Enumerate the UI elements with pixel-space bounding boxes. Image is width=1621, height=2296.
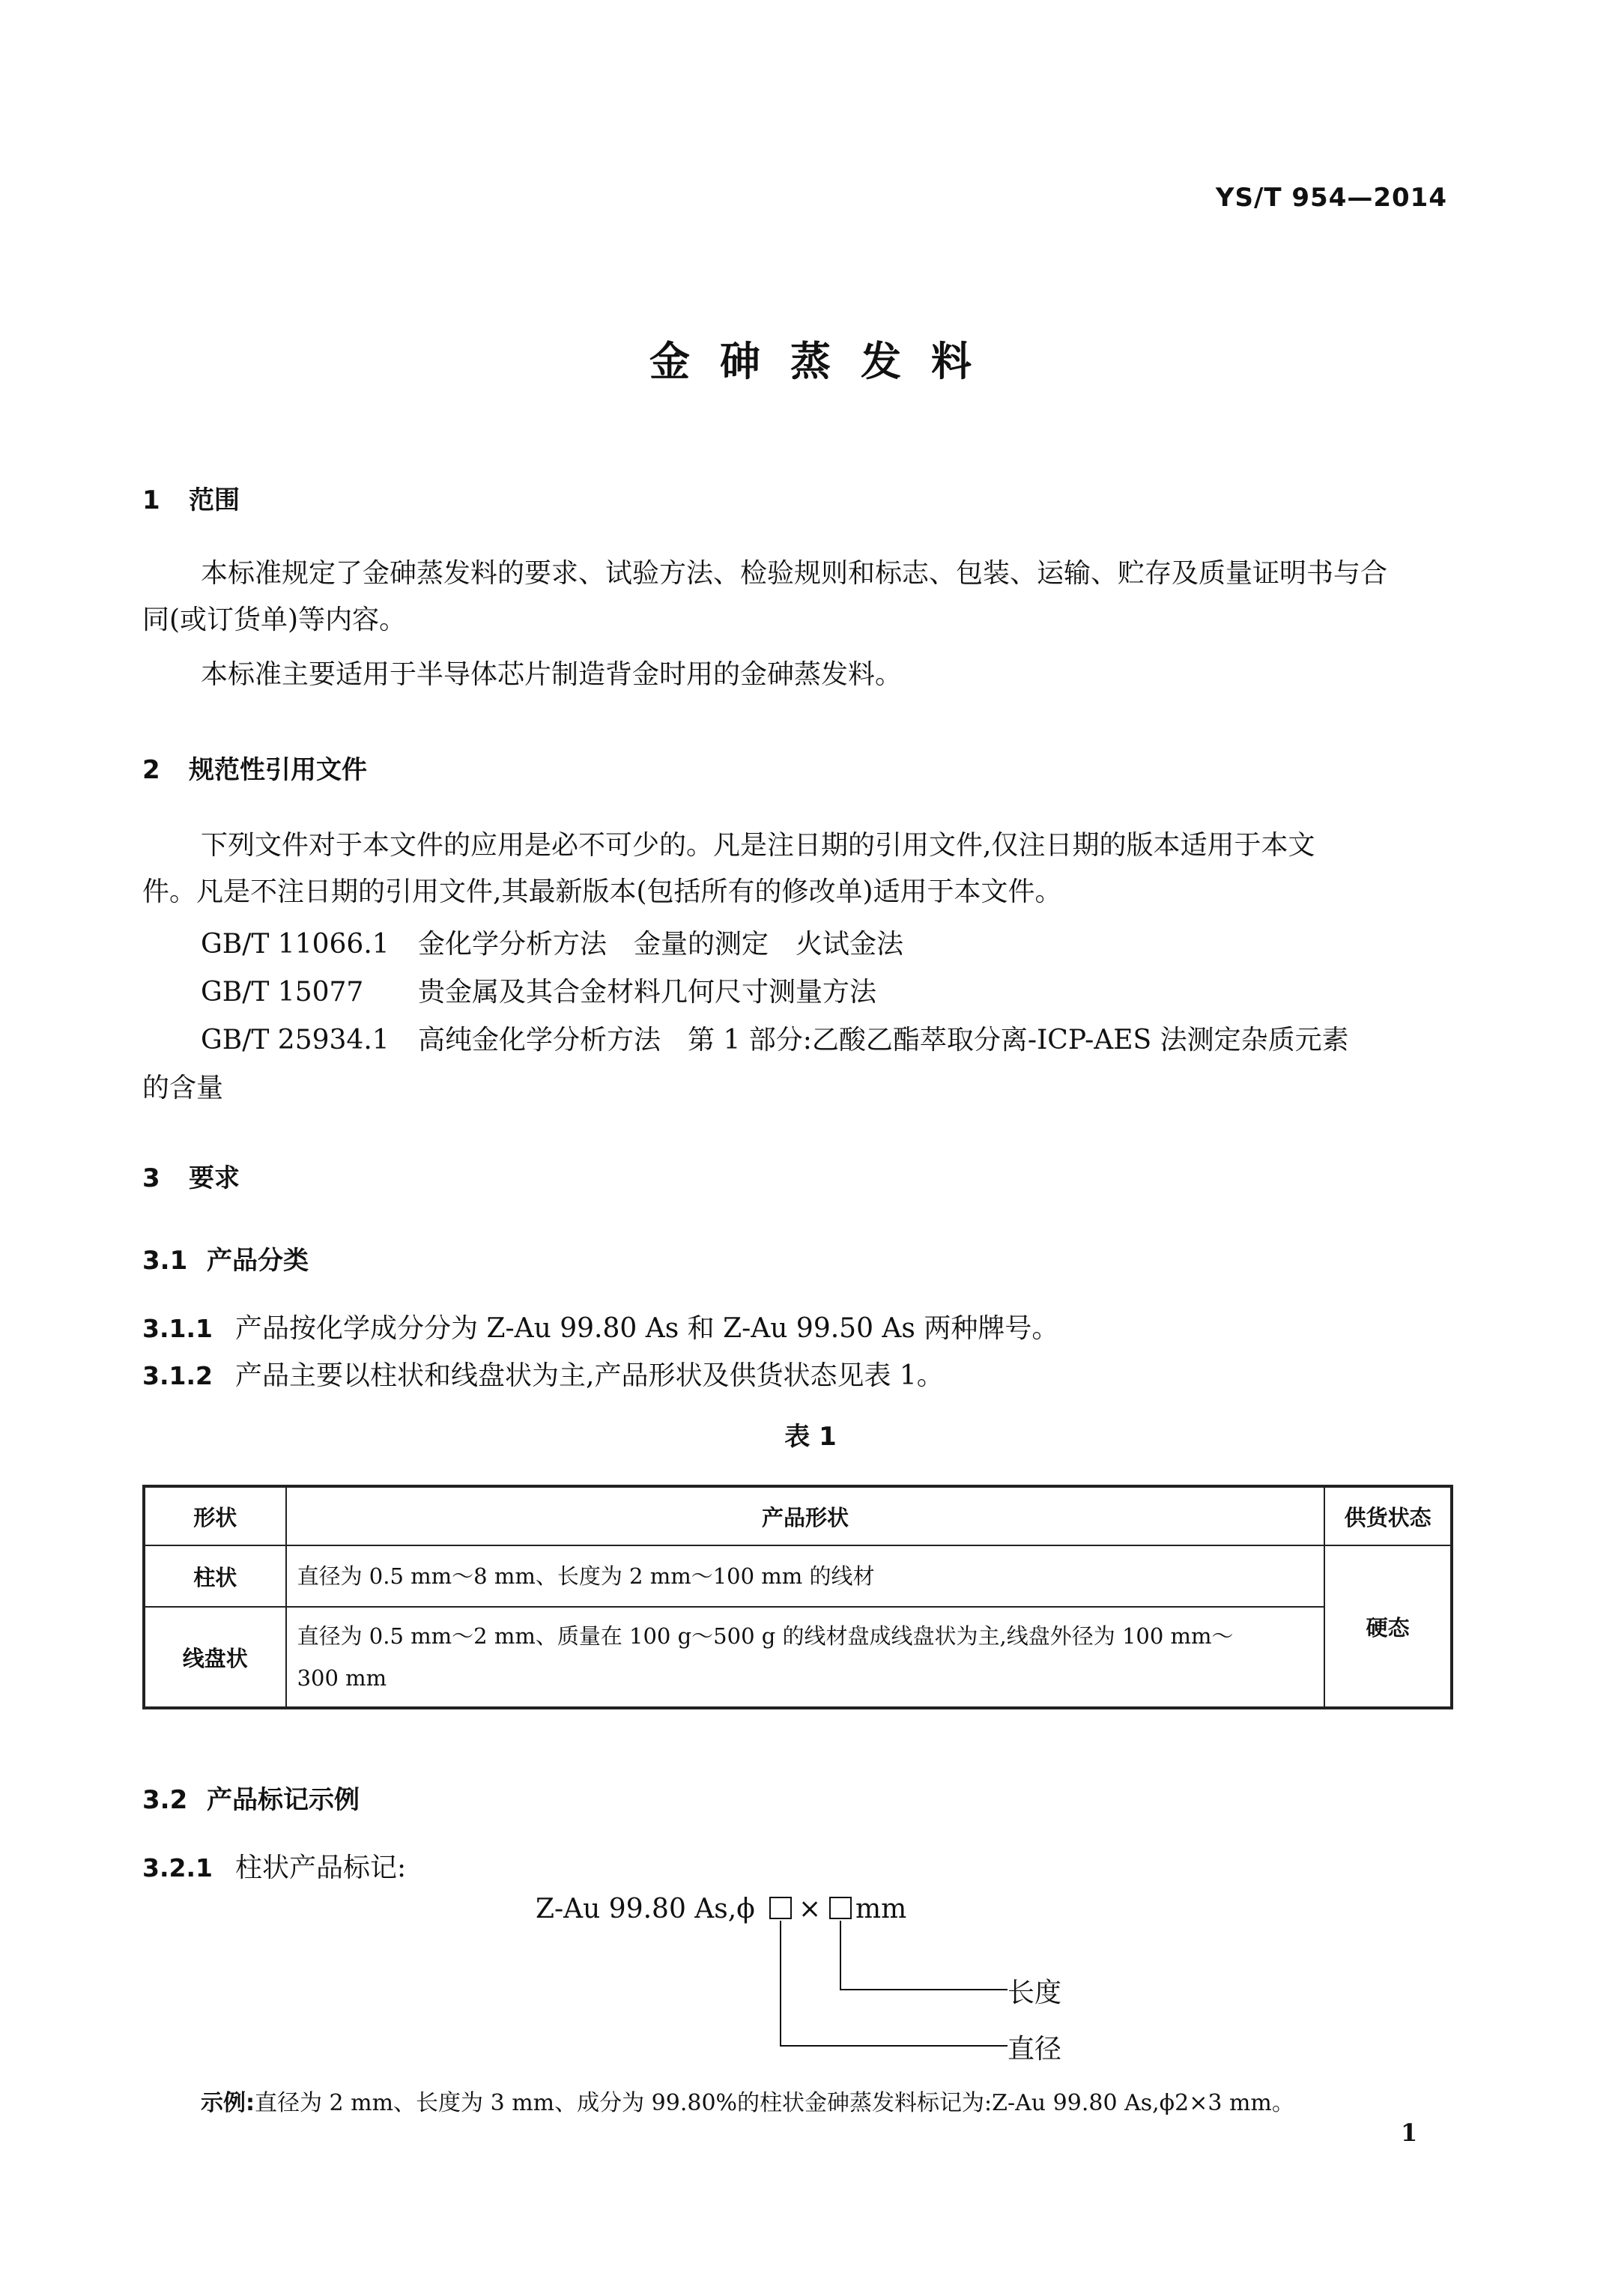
times-sign: ×	[799, 1894, 822, 1924]
clause-number: 3.1.2	[142, 1361, 213, 1390]
section-2-intro-line-1: 下列文件对于本文件的应用是必不可少的。凡是注日期的引用文件,仅注日期的版本适用于本文	[201, 830, 1315, 861]
table-cell-shape: 线盘状	[144, 1607, 286, 1708]
length-label: 长度	[1008, 1978, 1062, 2008]
clause-3-1-1	[142, 1307, 1058, 1345]
section-number: 1	[142, 485, 160, 515]
section-2-heading	[142, 749, 367, 786]
reference-item	[201, 971, 876, 1009]
reference-continuation: 的含量	[142, 1073, 224, 1103]
section-1-paragraph-2: 本标准主要适用于半导体芯片制造背金时用的金砷蒸发料。	[201, 659, 903, 690]
subsection-title: 产品标记示例	[207, 1785, 360, 1815]
reference-item	[201, 923, 903, 961]
table-row	[144, 1545, 1452, 1607]
table-header-cell: 供货状态	[1324, 1486, 1452, 1545]
example-label: 示例:	[201, 2090, 255, 2116]
table-header-row	[144, 1486, 1452, 1545]
table-row	[144, 1607, 1452, 1708]
unit-label: mm	[855, 1894, 907, 1924]
length-placeholder-box	[829, 1897, 852, 1919]
standard-code: YS/T 954—2014	[1215, 183, 1447, 213]
page-number: 1	[1401, 2118, 1418, 2147]
table-cell-supply-state: 硬态	[1324, 1545, 1452, 1708]
diameter-label: 直径	[1008, 2034, 1062, 2065]
section-3-heading	[142, 1157, 240, 1194]
diameter-leader-horizontal	[780, 2045, 1008, 2047]
clause-3-2-1	[142, 1847, 406, 1885]
marking-example	[201, 2084, 1294, 2117]
section-1-heading	[142, 479, 240, 516]
table-cell-description	[286, 1607, 1325, 1708]
subsection-title: 产品分类	[207, 1246, 309, 1276]
reference-code: GB/T 25934.1	[201, 1025, 390, 1055]
length-leader-horizontal	[840, 1989, 1008, 1990]
reference-title: 贵金属及其合金材料几何尺寸测量方法	[418, 977, 877, 1008]
table-cell-shape: 柱状	[144, 1545, 286, 1607]
diameter-leader-vertical	[780, 1921, 781, 2047]
reference-code: GB/T 15077	[201, 977, 364, 1008]
clause-text: 产品按化学成分分为 Z-Au 99.80 As 和 Z-Au 99.50 As 两种牌号。	[235, 1313, 1059, 1344]
section-title: 规范性引用文件	[189, 755, 367, 785]
clause-number: 3.1.1	[142, 1314, 213, 1343]
subsection-number: 3.2	[142, 1785, 188, 1815]
clause-3-1-2	[142, 1354, 944, 1393]
subsection-number: 3.1	[142, 1246, 188, 1276]
section-1-paragraph-1-line-1: 本标准规定了金砷蒸发料的要求、试验方法、检验规则和标志、包装、运输、贮存及质量证明书与合	[201, 558, 1388, 589]
clause-number: 3.2.1	[142, 1853, 213, 1882]
section-number: 3	[142, 1163, 160, 1193]
section-title: 范围	[189, 485, 240, 515]
section-1-paragraph-1-line-2: 同(或订货单)等内容。	[142, 605, 407, 635]
product-form-table	[142, 1485, 1453, 1709]
table-header-cell: 形状	[144, 1486, 286, 1545]
table-header-cell: 产品形状	[286, 1486, 1325, 1545]
document-title: 金砷蒸发料	[649, 338, 1002, 385]
table-title: 表 1	[784, 1422, 837, 1452]
diameter-placeholder-box	[769, 1897, 792, 1919]
description-line: 300 mm	[297, 1665, 387, 1691]
section-title: 要求	[189, 1163, 240, 1193]
example-text: 直径为 2 mm、长度为 3 mm、成分为 99.80%的柱状金砷蒸发料标记为:Z-Au 99.80 As,ϕ2×3 mm。	[255, 2090, 1294, 2116]
reference-code: GB/T 11066.1	[201, 929, 390, 960]
clause-text: 柱状产品标记:	[235, 1853, 407, 1883]
reference-item	[201, 1019, 1349, 1057]
marking-prefix: Z-Au 99.80 As,ϕ	[536, 1894, 755, 1924]
section-2-intro-line-2: 件。凡是不注日期的引用文件,其最新版本(包括所有的修改单)适用于本文件。	[142, 876, 1062, 907]
section-number: 2	[142, 755, 160, 785]
subsection-3-1-heading	[142, 1240, 309, 1276]
length-leader-vertical	[840, 1921, 841, 1990]
reference-title: 高纯金化学分析方法 第 1 部分:乙酸乙酯萃取分离-ICP-AES 法测定杂质元素	[418, 1025, 1349, 1055]
description-line: 直径为 0.5 mm～2 mm、质量在 100 g～500 g 的线材盘成线盘状为主,线盘外径为 100 mm～	[297, 1623, 1234, 1649]
subsection-3-2-heading	[142, 1779, 360, 1816]
table-cell-description: 直径为 0.5 mm～8 mm、长度为 2 mm～100 mm 的线材	[286, 1545, 1325, 1607]
reference-title: 金化学分析方法 金量的测定 火试金法	[418, 929, 904, 960]
clause-text: 产品主要以柱状和线盘状为主,产品形状及供货状态见表 1。	[235, 1360, 944, 1391]
